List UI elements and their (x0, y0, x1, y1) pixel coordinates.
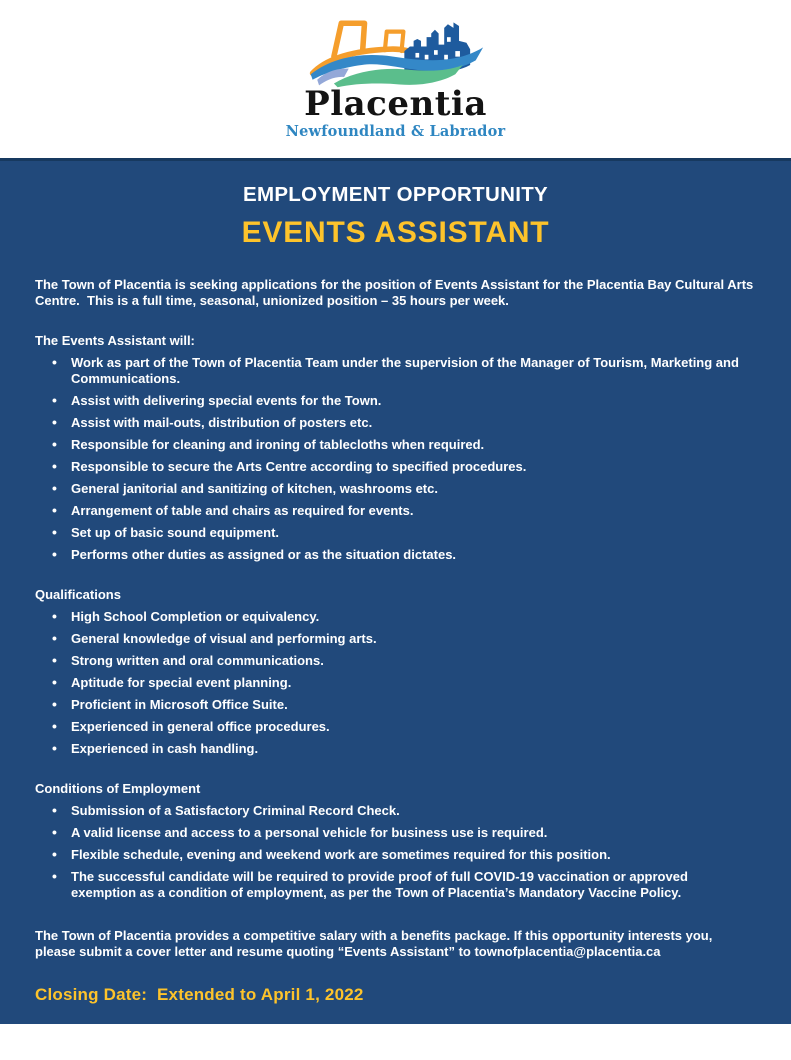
position-title: EVENTS ASSISTANT (241, 216, 550, 249)
intro-paragraph: The Town of Placentia is seeking applications for the position of Events Assistant for the Placentia Bay Cultural Arts Centre. This is a full time, seasonal, unionized position – 35 hours per week. (35, 277, 757, 308)
placentia-logo-icon (303, 14, 489, 90)
apply-paragraph: The Town of Placentia provides a competitive salary with a benefits package. If this opportunity interests you, please submit a cover letter and resume quoting “Events Assistant” to townofplacentia@placentia.ca (35, 928, 716, 959)
list-item: • A valid license and access to a personal vehicle for business use is required. (35, 825, 756, 841)
list-item: • Arrangement of table and chairs as required for events. (35, 503, 756, 519)
footer-note: The Town of Placentia would like to thank applicants for their interest. Only those candidates selected for interviews will be contacted. (35, 1028, 757, 1059)
header (0, 0, 791, 158)
list-item: • Experienced in general office procedures. (35, 719, 756, 735)
list-item: • General knowledge of visual and performing arts. (35, 631, 756, 647)
employment-opportunity-heading: EMPLOYMENT OPPORTUNITY (242, 183, 548, 206)
list-item: • Aptitude for special event planning. (35, 675, 756, 691)
logo-wordmark: Placentia (304, 84, 487, 124)
closing-date: Closing Date: Extended to April 1, 2022 (35, 985, 364, 1004)
duties-list (35, 355, 756, 563)
logo-tagline: Newfoundland & Labrador (285, 123, 506, 140)
list-item: • Work as part of the Town of Placentia Team under the supervision of the Manager of Tourism, Marketing and Communications. (35, 355, 756, 387)
list-item: • Strong written and oral communications. (35, 653, 756, 669)
list-item: • Proficient in Microsoft Office Suite. (35, 697, 756, 713)
list-item: • Performs other duties as assigned or as the situation dictates. (35, 547, 756, 563)
poster-body (0, 158, 791, 1059)
list-item: • Responsible for cleaning and ironing of tablecloths when required. (35, 437, 756, 453)
list-item: • Assist with delivering special events for the Town. (35, 393, 756, 409)
list-item: • Set up of basic sound equipment. (35, 525, 756, 541)
list-item: • Responsible to secure the Arts Centre according to specified procedures. (35, 459, 756, 475)
conditions-list (35, 803, 756, 901)
list-item: • General janitorial and sanitizing of kitchen, washrooms etc. (35, 481, 756, 497)
list-item: • Flexible schedule, evening and weekend work are sometimes required for this position. (35, 847, 756, 863)
section-heading-conditions: Conditions of Employment (35, 781, 201, 796)
list-item: • Assist with mail-outs, distribution of posters etc. (35, 415, 756, 431)
list-item: • High School Completion or equivalency. (35, 609, 756, 625)
section-heading-duties: The Events Assistant will: (35, 333, 195, 348)
section-heading-qualifications: Qualifications (35, 587, 121, 602)
list-item: • Submission of a Satisfactory Criminal Record Check. (35, 803, 756, 819)
list-item: • Experienced in cash handling. (35, 741, 756, 757)
qualifications-list (35, 609, 756, 757)
list-item: • The successful candidate will be required to provide proof of full COVID-19 vaccination or approved exemption as a condition of employment, as per the Town of Placentia’s Mandatory Vaccine Policy. (35, 869, 756, 901)
